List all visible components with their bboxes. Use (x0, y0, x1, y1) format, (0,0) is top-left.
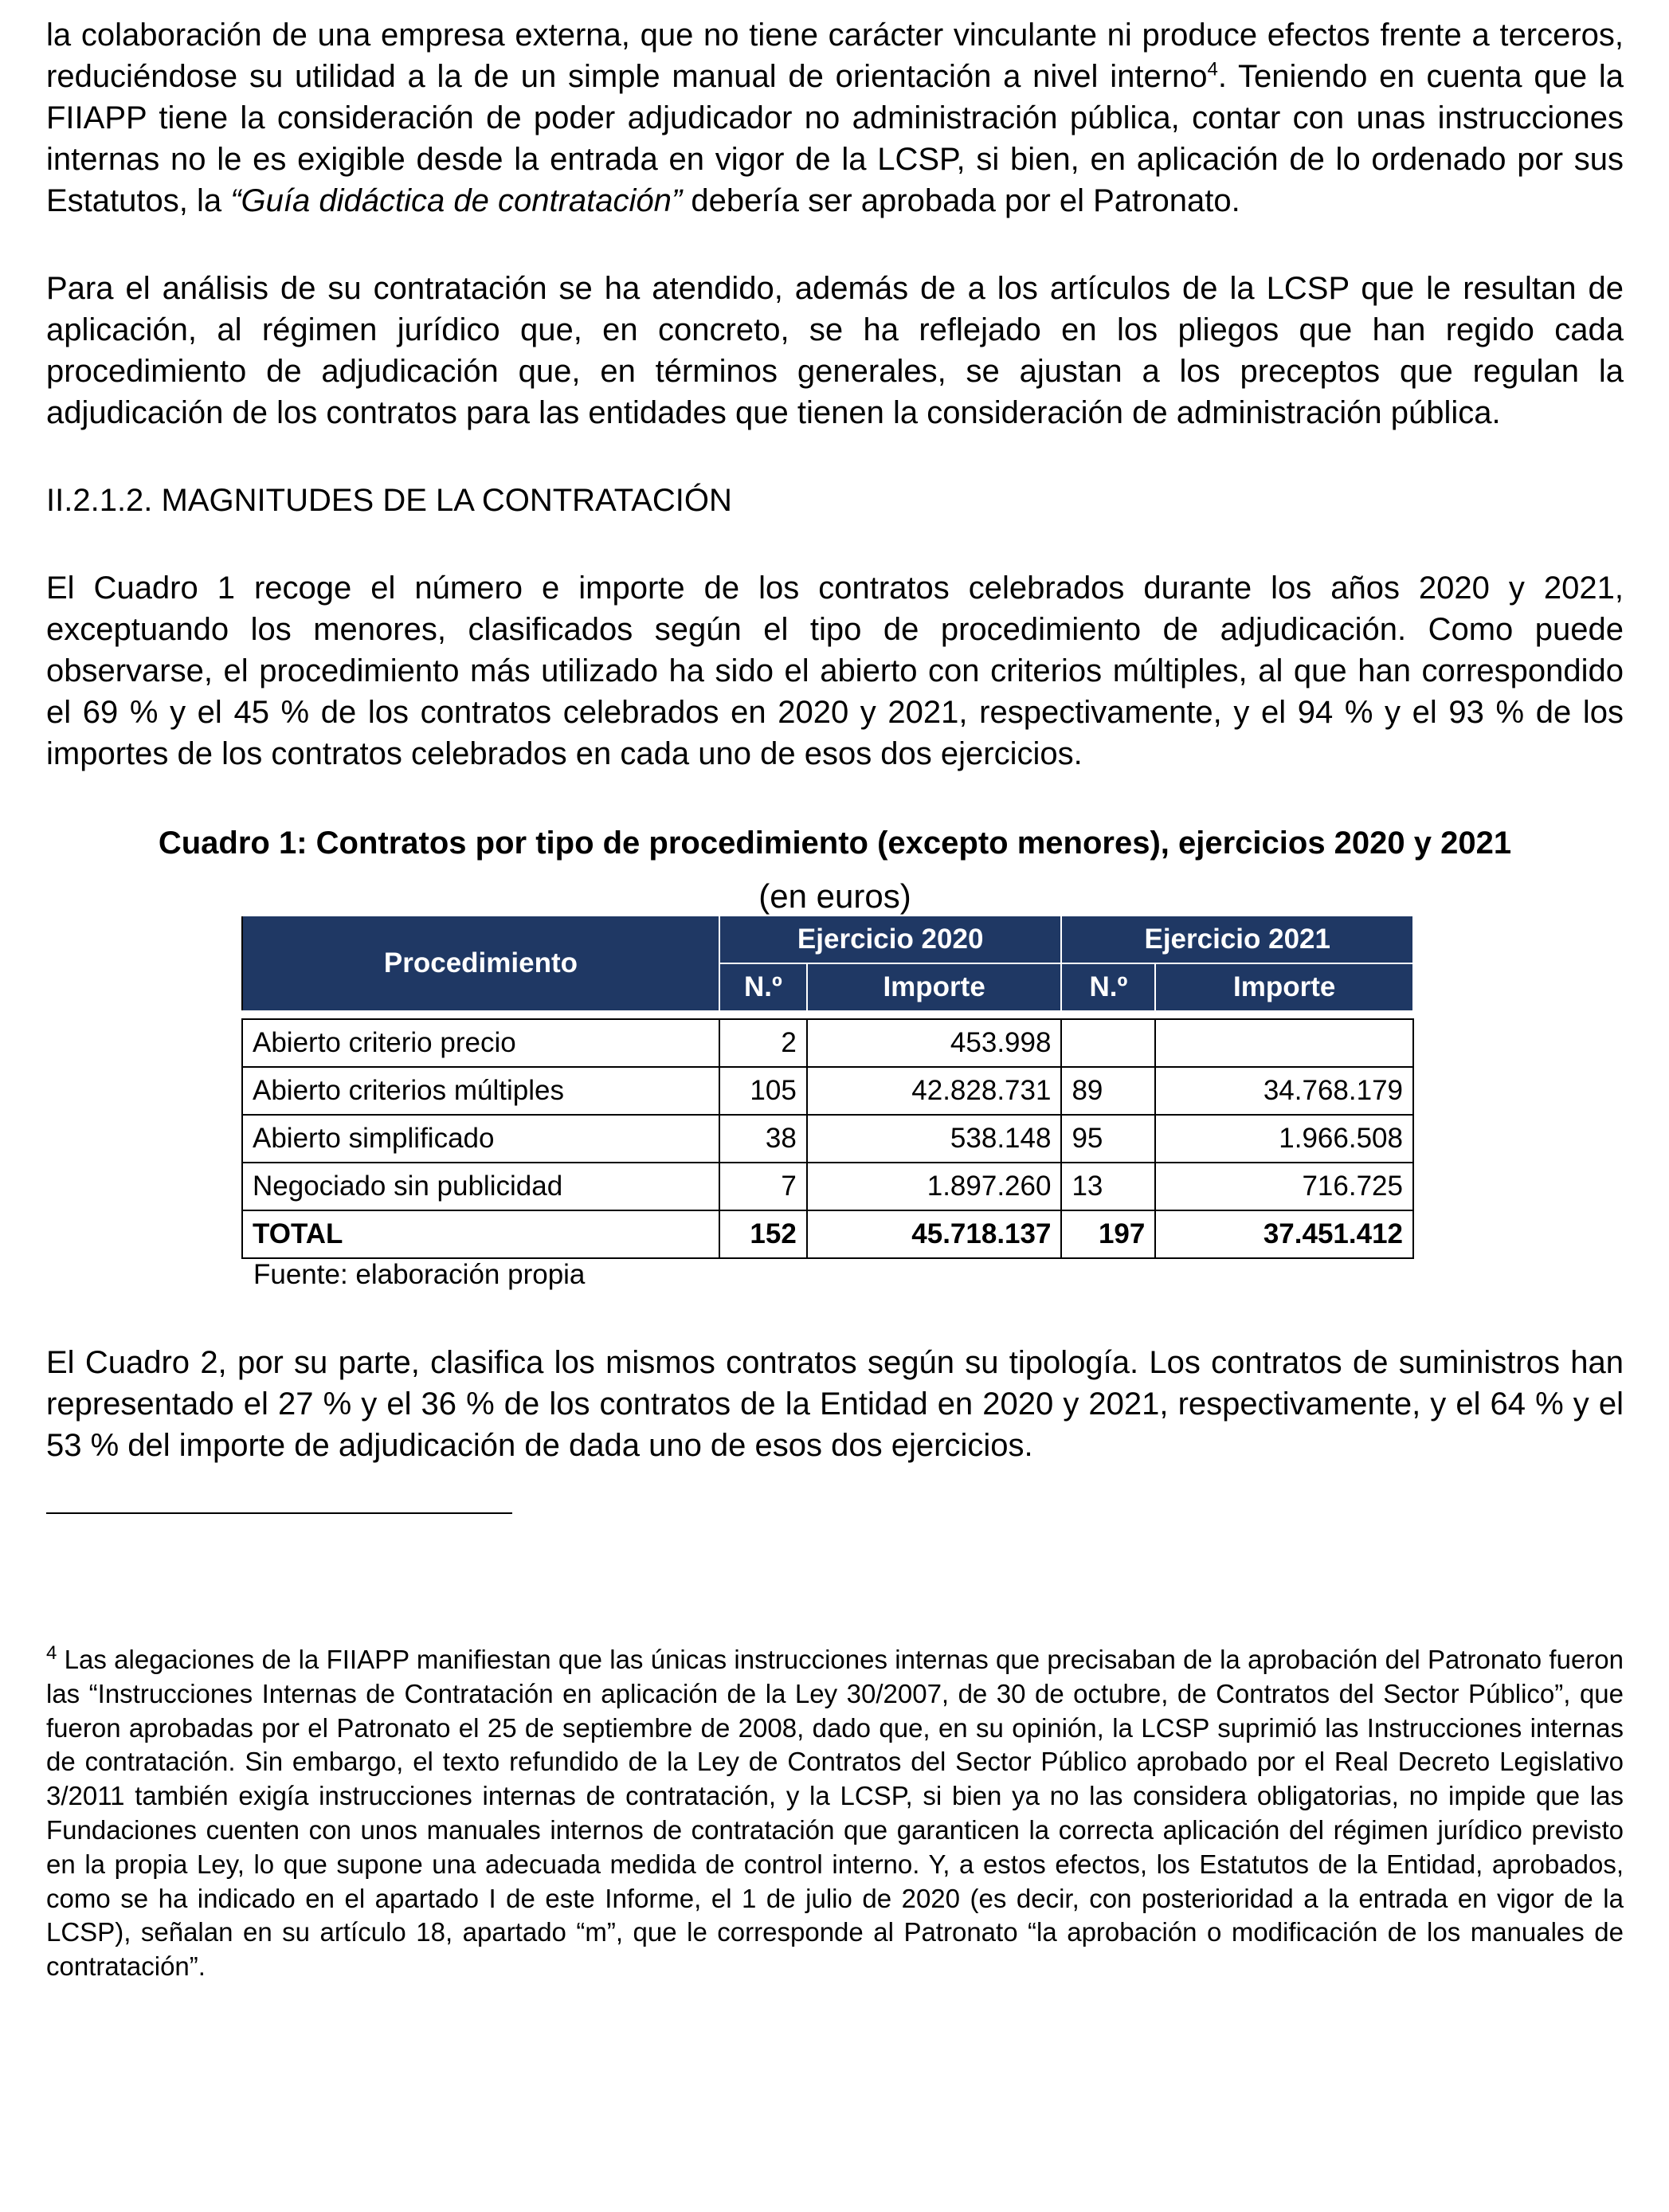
paragraph-magnitudes: El Cuadro 1 recoge el número e importe de los contratos celebrados durante los años 2020 y 2021, exceptuando los menores, clasificados según el tipo de procedimiento de adjudicación. Como puede observarse, el procedimiento más utilizado ha sido el abierto con criterios múltiples, al que han correspondido el 69 % y el 45 % de los contratos celebrados en 2020 y 2021, respectivamente, y el 94 % y el 93 % de los importes de los contratos celebrados en cada uno de esos dos ejercicios. (46, 571, 1624, 771)
table-row (242, 1067, 1413, 1115)
guide-title: “Guía didáctica de contratación” (230, 183, 683, 218)
row-label: Abierto criterios múltiples (242, 1067, 719, 1115)
row-importe-2020: 453.998 (807, 1019, 1062, 1067)
total-label: TOTAL (242, 1210, 719, 1258)
row-n-2020: 7 (719, 1163, 807, 1210)
paragraph-guide (46, 14, 1624, 222)
footnote (46, 1643, 1624, 1984)
row-n-2021 (1061, 1019, 1155, 1067)
row-importe-2021 (1155, 1019, 1413, 1067)
total-importe-2021: 37.451.412 (1155, 1210, 1413, 1258)
footnote-text: Las alegaciones de la FIIAPP manifiestan que las únicas instrucciones internas que precisaban de la aprobación del Patronato fueron las “Instrucciones Internas de Contratación en aplicación de la Ley 30/2007, de 30 de octubre, de Contratos del Sector Público”, que fueron aprobadas por el Patronato el 25 de septiembre de 2008, dado que, en su opinión, la LCSP suprimió las Instrucciones internas de contratación. Sin embargo, el texto refundido de la Ley de Contratos del Sector Público aprobado por el Real Decreto Legislativo 3/2011 también exigía instrucciones internas de contratación, y la LCSP, si bien ya no las considera obligatorias, no impide que las Fundaciones cuenten con unos manuales internos de contratación que garanticen la correcta aplicación del régimen jurídico previsto en la propia Ley, lo que supone una adecuada medida de control interno. Y, a estos efectos, los Estatutos de la Entidad, aprobados, como se ha indicado en el apartado I de este Informe, el 1 de julio de 2020 (es decir, con posterioridad a la entrada en vigor de la LCSP), señalan en su artículo 18, apartado “m”, que le corresponde al Patronato “la aprobación o modificación de los manuales de contratación”. (46, 1645, 1624, 1982)
header-n-2021: N.º (1061, 963, 1155, 1011)
paragraph-legal-regime: Para el análisis de su contratación se ha atendido, además de a los artículos de la LCSP que le resultan de aplicación, al régimen jurídico que, en concreto, se ha reflejado en los pliegos que han regido cada procedimiento de adjudicación que, en términos generales, se ajustan a los preceptos que regulan la adjudicación de los contratos para las entidades que tienen la consideración de administración pública. (46, 271, 1624, 430)
row-n-2021: 95 (1061, 1115, 1155, 1163)
row-n-2020: 2 (719, 1019, 807, 1067)
header-importe-2020: Importe (807, 963, 1062, 1011)
paragraph-guide-text-3: debería ser aprobada por el Patronato. (682, 183, 1240, 218)
footnote-reference[interactable]: 4 (1207, 58, 1218, 80)
row-n-2021: 13 (1061, 1163, 1155, 1210)
total-n-2020: 152 (719, 1210, 807, 1258)
header-n-2020: N.º (719, 963, 807, 1011)
table-total-row (242, 1210, 1413, 1258)
procedures-table (241, 915, 1414, 1259)
header-importe-2021: Importe (1155, 963, 1413, 1011)
row-label: Negociado sin publicidad (242, 1163, 719, 1210)
document-page (46, 14, 1624, 1984)
table-source: Fuente: elaboración propia (253, 1259, 586, 1290)
table-row (242, 1115, 1413, 1163)
table-row (242, 1163, 1413, 1210)
total-importe-2020: 45.718.137 (807, 1210, 1062, 1258)
paragraph-guide-text-1: la colaboración de una empresa externa, que no tiene carácter vinculante ni produce efectos frente a terceros, reduciéndose su utilidad a la de un simple manual de orientación a nivel interno (46, 18, 1624, 94)
row-importe-2021: 1.966.508 (1155, 1115, 1413, 1163)
row-n-2020: 38 (719, 1115, 807, 1163)
section-heading: II.2.1.2. MAGNITUDES DE LA CONTRATACIÓN (46, 483, 732, 518)
paragraph-cuadro-2: El Cuadro 2, por su parte, clasifica los mismos contratos según su tipología. Los contratos de suministros han representado el 27 % y el 36 % de los contratos de la Entidad en 2020 y 2021, respectivamente, y el 64 % y el 53 % del importe de adjudicación de dada uno de esos dos ejercicios. (46, 1345, 1624, 1463)
table-units: (en euros) (758, 877, 911, 915)
header-ejercicio-2021: Ejercicio 2021 (1061, 916, 1413, 963)
paragraph-guide-text-2: . Teniendo en cuenta que la FIIAPP tiene la consideración de poder adjudicador no administración pública, contar con unas instrucciones internas no le es exigible desde la entrada en vigor de la LCSP, si bien, en aplicación de lo ordenado por sus Estatutos, la (46, 59, 1624, 218)
row-n-2021: 89 (1061, 1067, 1155, 1115)
row-importe-2020: 42.828.731 (807, 1067, 1062, 1115)
row-importe-2020: 538.148 (807, 1115, 1062, 1163)
row-importe-2021: 716.725 (1155, 1163, 1413, 1210)
header-ejercicio-2020: Ejercicio 2020 (719, 916, 1062, 963)
row-label: Abierto criterio precio (242, 1019, 719, 1067)
row-label: Abierto simplificado (242, 1115, 719, 1163)
table-title: Cuadro 1: Contratos por tipo de procedimiento (excepto menores), ejercicios 2020 y 2021 (158, 826, 1512, 861)
row-importe-2021: 34.768.179 (1155, 1067, 1413, 1115)
header-procedimiento: Procedimiento (242, 916, 719, 1011)
total-n-2021: 197 (1061, 1210, 1155, 1258)
row-importe-2020: 1.897.260 (807, 1163, 1062, 1210)
footnote-number: 4 (46, 1642, 57, 1664)
table-row (242, 1019, 1413, 1067)
row-n-2020: 105 (719, 1067, 807, 1115)
